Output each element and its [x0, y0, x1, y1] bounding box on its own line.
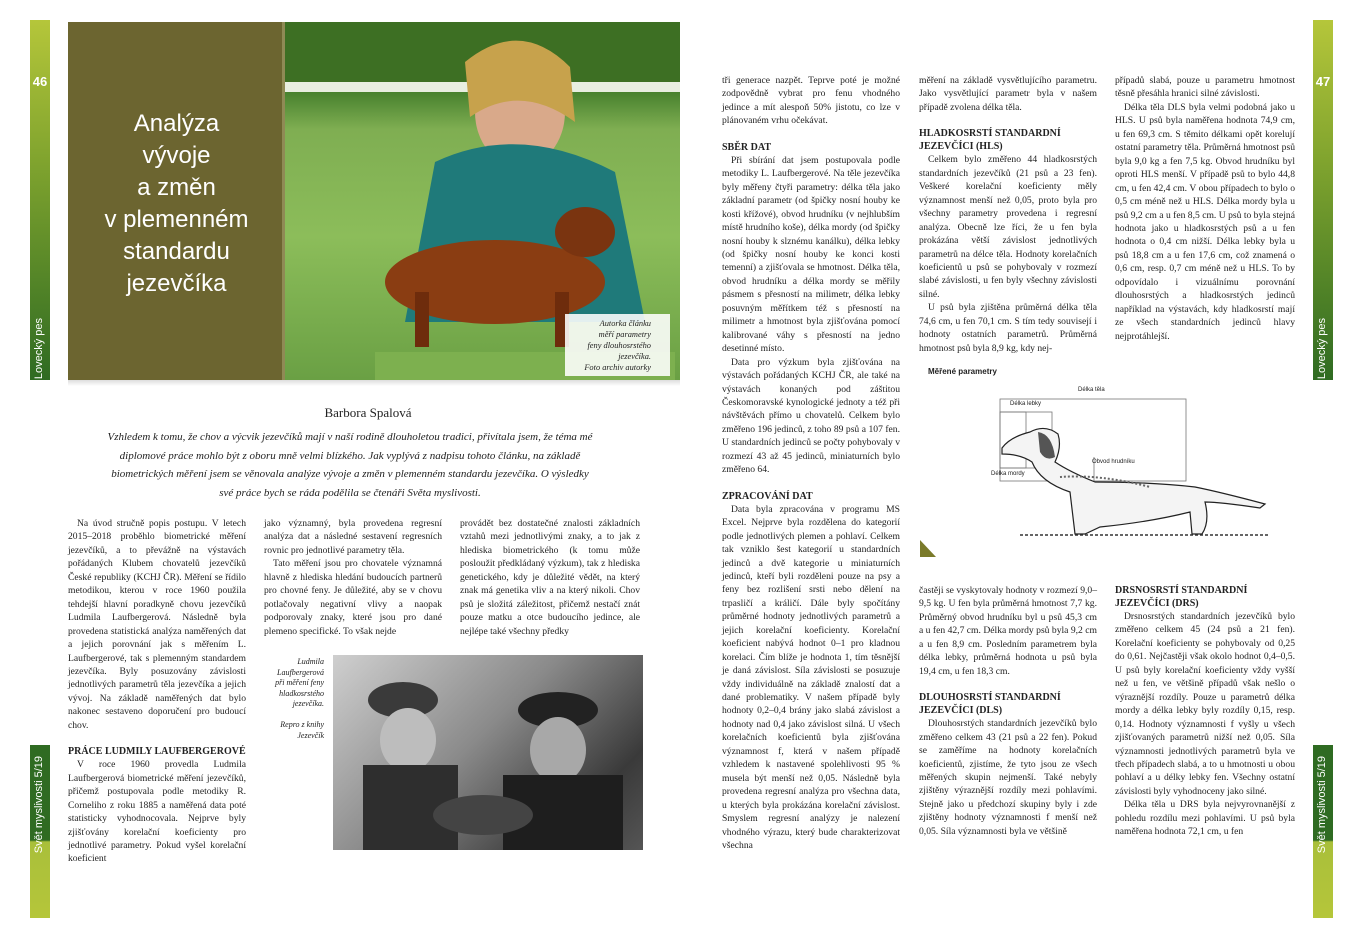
section-heading: PRÁCE LUDMILY LAUFBERGEROVÉ: [68, 746, 246, 758]
section-heading: HLADKOSRSTÍ STANDARDNÍ JEZEVČÍCI (HLS): [919, 128, 1061, 153]
paragraph: Dlouhosrstých standardních jezevčíků bylo změřeno celkem 43 (21 psů a 22 fen). Pokud se zaměříme na hodnoty korelačních koeficientů, zjistíme, že tyto jsou ze všech měřených skupin nejmenší. Také nebyly zjištěny výraznější rozdíly mezi pohlavími. Stejně jako u předchozí skupiny byly i zde zjištěny hodnoty významnosti f menší než 0,05. Síla významnosti byla ve většině: [919, 718, 1097, 837]
paragraph: Délka těla u DRS byla nejvyrovnanější z pohledu rozdílu mezi pohlavími. U psů byla naměřena hodnota 72,1 cm, u fen: [1115, 799, 1295, 838]
label-body-length: Délka těla: [1078, 387, 1105, 393]
archive-photo-caption: Ludmila Laufbergerová při měření feny hladkosrstého jezevčíka. Repro z knihy Jezevčík: [275, 657, 324, 740]
paragraph: U psů byla zjištěna průměrná délka těla 74,6 cm, u fen 70,1 cm. S tím tedy souvisejí i hodnoty ostatních parametrů. Průměrná hmotnost psů byla 8,9 kg, kdy nej-: [919, 302, 1097, 354]
paragraph: měření na základě vysvětlujícího parametru. Jako vysvětlující parametr byla v našem případě zvolena délka těla.: [919, 75, 1097, 113]
magazine-label-left: Svět myslivosti 5/19: [33, 756, 45, 854]
paragraph: Při sbírání dat jsem postupovala podle metodiky L. Laufbergerové. Na těle jezevčíka byly měřeny čtyři parametry: délka těla jako základní parametr (od špičky nosní houby ke kosti křížové), obvod hrudníku (v nejhlubším místě hrudního koše), délka mordy (od špičky nosní houby k slznému kanálku), délka lebky (od špičky nosní houby ke konci kosti temenní) a zjišťovala se hmotnost. Délka těla, obvod hrudníku a délka mordy se měřily pásmem s přesností na milimetr, délka lebky posuvným měřítkem též s přesností na milimetr a hmotnost byla zjišťována pomocí kalibrované váhy s přesností na jedno desetinné místo.: [722, 154, 900, 355]
left-column-2: [264, 517, 442, 638]
paragraph: případů slabá, pouze u parametru hmotnost těsně přesáhla hranici silné závislosti.: [1115, 75, 1295, 100]
right-column-2-top: [919, 74, 1097, 355]
author-name: Barbora Spalová: [324, 405, 412, 420]
section-heading: ZPRACOVÁNÍ DAT: [722, 490, 813, 502]
right-column-3-top: [1115, 74, 1295, 343]
section-heading: DLOUHOSRSTÍ STANDARDNÍ JEZEVČÍCI (DLS): [919, 692, 1061, 717]
right-column-1: [722, 74, 900, 852]
archive-photo-illustration: [333, 655, 643, 850]
paragraph: Tato měření jsou pro chovatele významná hlavně z hlediska hledání budoucích partnerů pro chovné feny. Je důležité, aby se v chovu potlačovaly negativní vlivy a naopak podporovaly znaky, které jsou pro dané plemeno specifické. To však nejde: [264, 558, 442, 637]
left-column-3: [460, 517, 640, 638]
article-title: Analýza vývoje a změn v plemenném standardu jezevčíka: [104, 110, 249, 297]
paragraph: provádět bez dostatečné znalosti základních vztahů mezi jednotlivými znaky, a to jak z hlediska biometrického (k tomu může posloužit předkládaný výzkum), tak z hlediska genetického, kdy je důležité vědět, na který znak má genetika vliv a na který nikoli. Chov psů je složitá záležitost, přičemž nestačí znát pouze matku a otce budoucího jedince, ale nejlépe také všechny předky: [460, 518, 640, 637]
section-heading: DRSNOSRSTÍ STANDARDNÍ JEZEVČÍCI (DRS): [1115, 585, 1248, 609]
hero-photo-caption: Autorka článku měří parametry feny dlouhosrstého jezevčíka. Foto archiv autorky: [584, 319, 651, 372]
measurement-diagram: [920, 362, 1300, 567]
paragraph: Data pro výzkum byla zjišťována na výstavách pořádaných KCHJ ČR, ale také na výstavách konaných pod záštitou Českomoravské kynologické jednoty a též při návštěvách přímo u chovatelů. Celkem bylo změřeno 196 jedinců, z toho 89 psů a 107 fen. U standardních jedinců se počty pohybovaly v rozmezí 43 až 45 jedinců, miniaturních bylo změřeno 64.: [722, 356, 900, 476]
label-muzzle-length: Délka mordy: [991, 471, 1025, 477]
paragraph: Na úvod stručně popis postupu. V letech 2015–2018 proběhlo biometrické měření jezevčíků, a to převážně na výstavách pořádaných Klubem chovatelů jezevčíků České republiky (KCHJ ČR). Měření se řídilo metodikou, kterou v roce 1960 použila tehdejší hlavní poradkyně chovu jezevčíků Ludmila Laufbergerová. Následně byla provedena statistická analýza naměřených dat a jejich porovnání jak s měřením L. Laufbergerové, tak s plemenným standardem jezevčíka. Byly posuzovány závislosti jednotlivých parametrů těla jezevčíka a jejich vývoj. Na základě naměřených dat bylo nakonec sestaveno doporučení pro budoucí chov.: [68, 518, 246, 731]
right-column-3-bottom: [1115, 584, 1295, 839]
paragraph: jako významný, byla provedena regresní analýza dat a následné sestavení regresních rovnic pro jednotlivé parametry těla.: [264, 518, 442, 556]
paragraph: Délka těla DLS byla velmi podobná jako u HLS. U psů byla naměřena hodnota 74,9 cm, u fen 69,3 cm. S těmito délkami opět korelují ostatní parametry těla. Průměrná hmotnost psů byla 9,0 kg a fen 7,5 kg. Obvod hrudníku byl oproti HLS menší. V případě psů to bylo 44,8 cm, u fen 42,4 cm. V obou případech to bylo o 0,5 cm méně než u HLS. Délka mordy byla u psů 9,2 cm a u fen 8,5 cm. U psů to byla stejná hodnota jako u hladkosrstých psů a u fen hodnota o 0,4 cm nižší. Délka lebky byla u psů 18,8 cm a u fen 17,6 cm, což znamená o 0,6 cm, resp. 0,7 cm méně než u HLS. To by odpovídalo i vizuálnímu porovnání dlouhosrstých a hladkosrstých jedinců například na výstavách, kdy hladkosrstí mají ze všech standardních jedinců hlavy nejprotáhlejší.: [1115, 101, 1295, 342]
archive-photo: [333, 655, 643, 850]
page-number-left: 46: [32, 74, 48, 89]
title-panel: [68, 22, 285, 380]
label-skull-length: Délka lebky: [1010, 401, 1042, 407]
paragraph: častěji se vyskytovaly hodnoty v rozmezí 9,0–9,5 kg. U fen byla průměrná hmotnost 7,7 kg. Průměrný obvod hrudníku byl u psů 45,3 cm a u fen 42,7 cm. Délka mordy psů byla 9,2 cm a u fen 8,9 cm. Posledním parametrem byla délka lebky, průměrná hodnota u psů byla 19,4 cm, u fen 18,3 cm.: [919, 585, 1097, 677]
page-number-right: 47: [1315, 74, 1331, 89]
article-lead: Vzhledem k tomu, že chov a výcvik jezevčíků mají v naší rodině dlouholetou tradici, přivítala jsem, že téma mé diplomové práce mohlo být z oboru mně velmi blízkého. Jak vyplývá z nadpisu tohoto článku, na základě biometrických měření jsem se věnovala analýze vývoje a změn v plemenném standardu jezevčíka. O výsledky své práce bych se ráda podělila se čtenáři Světa myslivosti.: [107, 431, 593, 499]
decorative-triangle: [920, 540, 936, 557]
diagram-title: Měřené parametry: [928, 367, 997, 376]
paragraph: Celkem bylo změřeno 44 hladkosrstých standardních jezevčíků (21 psů a 23 fen). Veškeré korelační koeficienty měly významnost menší než 0,05, proto byla pro všechny parametry provedena i regresní analýza. Obecně lze říci, že u fen byla prokázána větší závislost jednotlivých parametrů na délce těla. Hodnoty korelačních koeficientů u psů se pohybovaly v rozmezí slabé závislosti, u fen byly všechny závislosti silné.: [919, 154, 1097, 300]
section-label-right: Lovecký pes: [1316, 318, 1328, 380]
paragraph: Data byla zpracována v programu MS Excel. Nejprve byla rozdělena do kategorií podle jednotlivých plemen a pohlaví. Celkem tak vzniklo šest kategorií u standardních jedinců a dvě kategorie u miniaturních jedinců, kteří byli rozděleni pouze na psy a feny bez rozlišení srsti nebo dělení na trpasličí a králičí. Dále byly spočítány průměrné hodnoty jednotlivých parametrů a jejich korelační koeficienty. Korelační koeficient nabývá hodnot 0–1 pro kladnou korelaci. Čím blíže je hodnota 1, tím těsnější je daná závislost. Síla závislosti se posuzuje vždy individuálně na základě znalostí dat a dané problematiky. V našem případě byly hodnoty 0,2–0,4 brány jako slabá závislost a hodnoty nad 0,4 jako závislost silná. U všech korelačních koeficientů byla zjišťována významnost f, která v našem případě vzhledem k nastavené spolehlivosti 95 % musela být menší než 0,05. Následně byla provedena regresní analýza pro všechna data, u kterých byla prokázána korelační závislost. Smyslem regresní analýzy je nalezení vhodného výrazu, který bude charakterizovat všechna: [722, 503, 900, 852]
left-column-1: [68, 517, 246, 866]
paragraph: V roce 1960 provedla Ludmila Laufbergerová biometrické měření jezevčíků, přičemž postupovala podle metodiky R. Corneliho z roku 1885 a naměřená data poté statisticky vyhodnocovala. Nejprve byly zjišťovány korelační koeficienty pro jednotlivé parametry. Pokud vyšel korelační koeficient: [68, 759, 246, 865]
section-heading: SBĚR DAT: [722, 141, 771, 153]
photo-shadow: [68, 380, 680, 386]
section-label-left: Lovecký pes: [33, 318, 45, 380]
magazine-label-right: Svět myslivosti 5/19: [1316, 756, 1328, 854]
paragraph: Drsnosrstých standardních jezevčíků bylo změřeno celkem 45 (24 psů a 21 fen). Korelační koeficienty se pohybovaly od 0,25 do 0,61. Nejčastěji však okolo hodnot 0,4–0,5. U psů byly korelační koeficienty vždy vyšší než u fen, ve většině případů však nešlo o výraznější rozdíly. Pouze u parametrů délka mordy a délka lebky byly rozdíly 0,15, resp. 0,14. Hodnoty významnosti f vyšly u všech zjišťovaných parametrů nižší než 0,05. Síla významnosti jednotlivých parametrů byla ve třech případech slabá, a to u hmotnosti u obou pohlaví a u délky lebky fen. Všechny ostatní závislosti byly vyhodnoceny jako silné.: [1115, 611, 1295, 797]
label-chest-girth: Obvod hrudníku: [1092, 459, 1135, 465]
paragraph: tři generace nazpět. Teprve poté je možné zodpovědně vybrat pro fenu vhodného jedince a mít alespoň 50% jistotu, co lze v plánovaném vrhu očekávat.: [722, 75, 900, 127]
right-column-2-bottom: [919, 584, 1097, 838]
